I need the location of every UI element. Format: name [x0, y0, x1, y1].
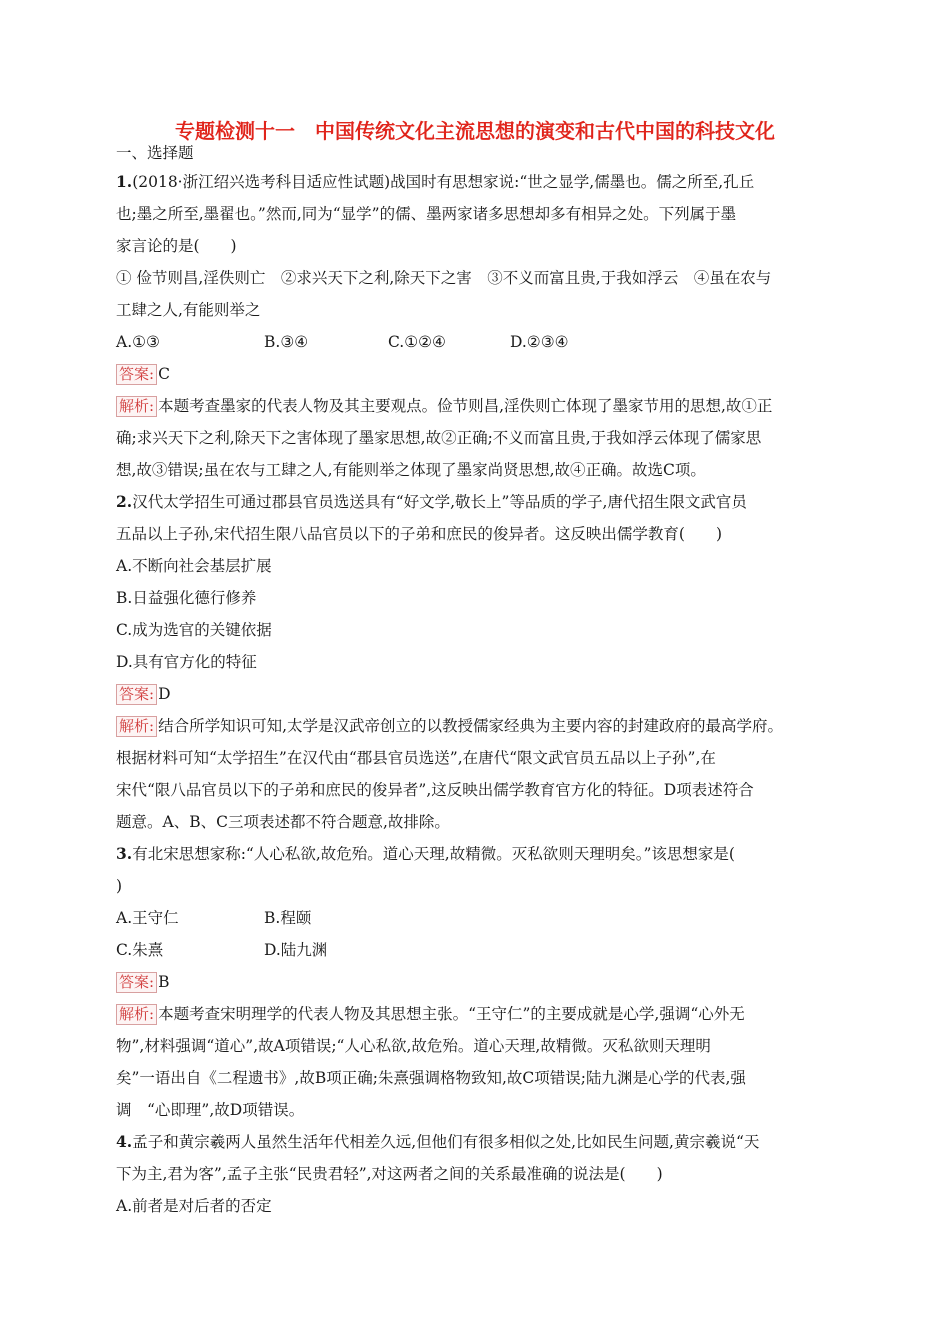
question-items-line: 工肆之人,有能则举之 [116, 301, 261, 319]
analysis-line: 确;求兴天下之利,除天下之害体现了墨家思想,故②正确;不义而富且贵,于我如浮云体现了儒家思 [116, 429, 762, 447]
option-b: B.程颐 [264, 909, 312, 927]
analysis-line: 矣”一语出自《二程遗书》,故B项正确;朱熹强调格物致知,故C项错误;陆九渊是心学的代表,强 [116, 1069, 746, 1087]
section-heading: 一、选择题 [116, 144, 194, 162]
question-stem-line: 有北宋思想家称:“人心私欲,故危殆。道心天理,故精微。灭私欲则天理明矣。”该思想家是( [132, 845, 735, 863]
option-c: C.朱熹 [116, 941, 164, 959]
question-4 [116, 1126, 836, 1222]
question-3 [116, 838, 836, 1126]
option-d: D.②③④ [510, 333, 569, 351]
question-items-line: ① 俭节则昌,淫佚则亡 ②求兴天下之利,除天下之害 ③不义而富且贵,于我如浮云 ④虽在农与 [116, 269, 772, 287]
question-stem-line: 孟子和黄宗羲两人虽然生活年代相差久远,但他们有很多相似之处,比如民生问题,黄宗羲说“天 [132, 1133, 760, 1151]
question-stem-line: ) [116, 877, 123, 895]
option-b: B.③④ [264, 333, 309, 351]
option-a: A.不断向社会基层扩展 [116, 557, 272, 575]
option-d: D.具有官方化的特征 [116, 653, 257, 671]
analysis-line: 调 “心即理”,故D项错误。 [116, 1101, 305, 1119]
analysis-tag: 解析: [116, 716, 157, 737]
option-c: C.成为选官的关键依据 [116, 621, 272, 639]
question-stem-line: 五品以上子孙,宋代招生限八品官员以下的子弟和庶民的俊异者。这反映出儒学教育( ) [116, 525, 723, 543]
analysis-line: 结合所学知识可知,太学是汉武帝创立的以教授儒家经典为主要内容的封建政府的最高学府。 [158, 717, 783, 735]
option-row [116, 326, 836, 358]
question-2 [116, 486, 836, 838]
answer-tag: 答案: [116, 364, 157, 385]
analysis-line: 想,故③错误;虽在农与工肆之人,有能则举之体现了墨家尚贤思想,故④正确。故选C项。 [116, 461, 706, 479]
analysis-line: 物”,材料强调“道心”,故A项错误;“人心私欲,故危殆。道心天理,故精微。灭私欲则天理明 [116, 1037, 711, 1055]
question-number: 2. [116, 492, 133, 511]
document-body [116, 140, 836, 1222]
page-title: 专题检测十一 中国传统文化主流思想的演变和古代中国的科技文化 [175, 119, 775, 143]
option-c: C.①②④ [388, 333, 446, 351]
question-number: 1. [116, 172, 133, 191]
answer-tag: 答案: [116, 972, 157, 993]
analysis-tag: 解析: [116, 396, 157, 417]
option-d: D.陆九渊 [264, 941, 328, 959]
option-row [116, 902, 836, 934]
analysis-line: 本题考查墨家的代表人物及其主要观点。俭节则昌,淫佚则亡体现了墨家节用的思想,故①正 [158, 397, 773, 415]
answer-tag: 答案: [116, 684, 157, 705]
question-number: 3. [116, 844, 133, 863]
analysis-line: 题意。A、B、C三项表述都不符合题意,故排除。 [116, 813, 450, 831]
answer-value: D [158, 685, 171, 703]
question-stem-line: 家言论的是( ) [116, 237, 237, 255]
answer-value: B [158, 973, 170, 991]
option-b: B.日益强化德行修养 [116, 589, 257, 607]
question-stem-line: 汉代太学招生可通过郡县官员选送具有“好文学,敬长上”等品质的学子,唐代招生限文武官员 [132, 493, 747, 511]
question-stem-line: 也;墨之所至,墨翟也。”然而,同为“显学”的儒、墨两家诸多思想却多有相异之处。下列属于墨 [116, 205, 737, 223]
question-stem-line: (2018·浙江绍兴选考科目适应性试题)战国时有思想家说:“世之显学,儒墨也。儒之所至,孔丘 [132, 173, 755, 191]
option-a: A.①③ [116, 333, 160, 351]
answer-value: C [158, 365, 170, 383]
question-1 [116, 166, 836, 486]
question-stem-line: 下为主,君为客”,孟子主张“民贵君轻”,对这两者之间的关系最准确的说法是( ) [116, 1165, 663, 1183]
option-a: A.前者是对后者的否定 [116, 1197, 272, 1215]
question-number: 4. [116, 1132, 133, 1151]
analysis-line: 本题考查宋明理学的代表人物及其思想主张。“王守仁”的主要成就是心学,强调“心外无 [158, 1005, 745, 1023]
analysis-line: 根据材料可知“太学招生”在汉代由“郡县官员选送”,在唐代“限文武官员五品以上子孙”,在 [116, 749, 716, 767]
analysis-tag: 解析: [116, 1004, 157, 1025]
analysis-line: 宋代“限八品官员以下的子弟和庶民的俊异者”,这反映出儒学教育官方化的特征。D项表述符合 [116, 781, 754, 799]
option-row [116, 934, 836, 966]
option-a: A.王守仁 [116, 909, 179, 927]
